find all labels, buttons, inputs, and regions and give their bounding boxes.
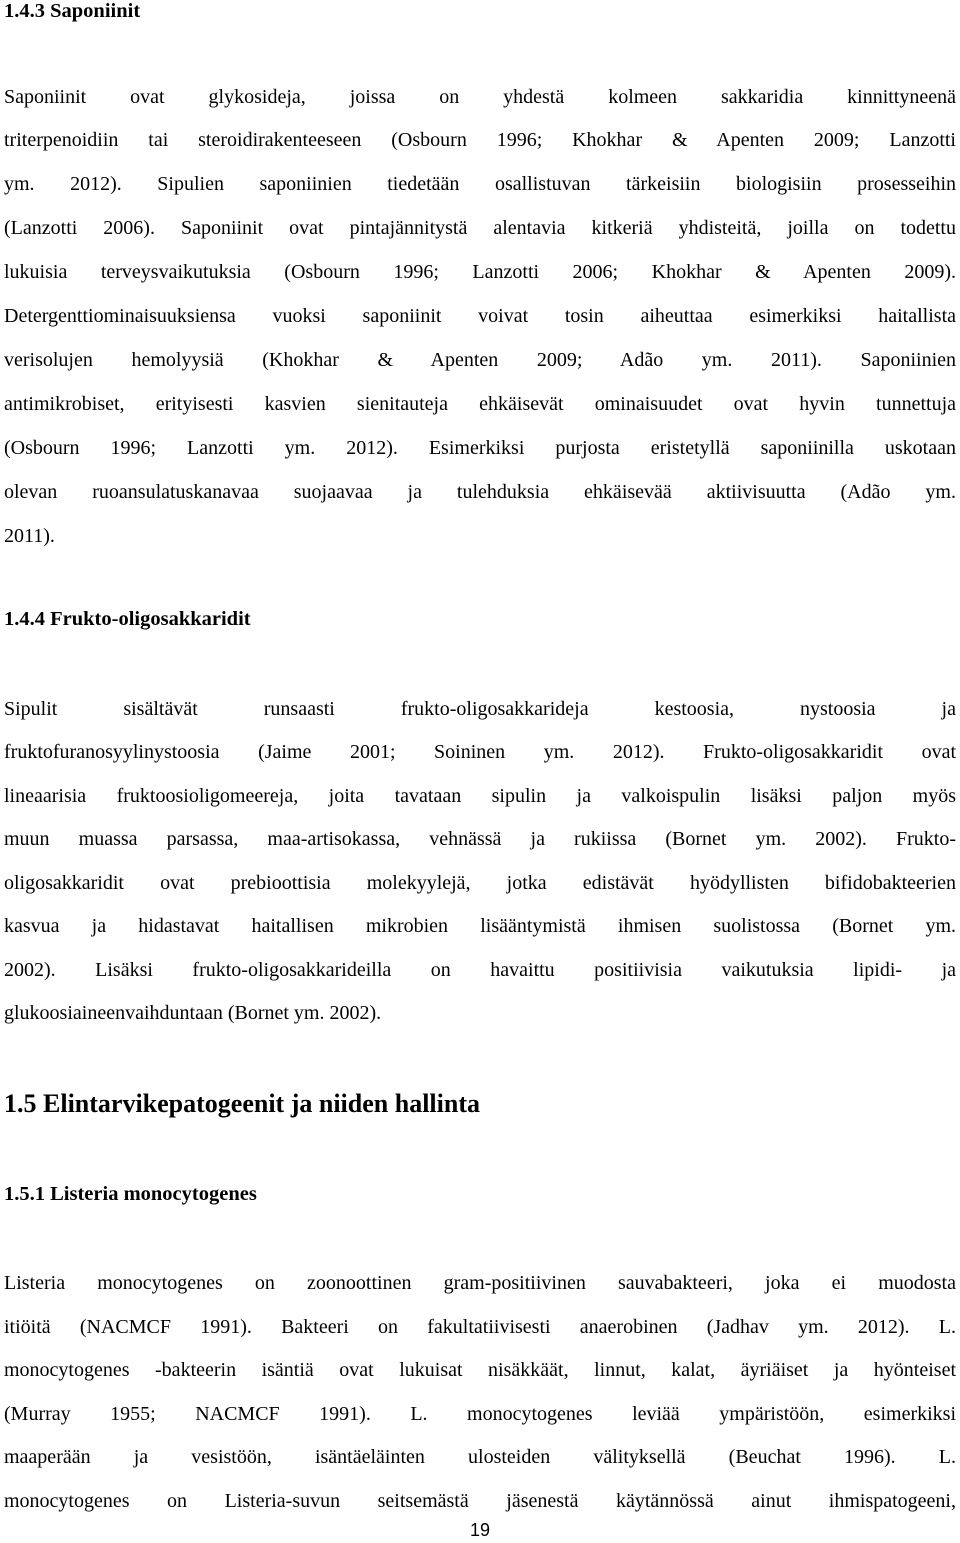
paragraph-line: kasvua ja hidastavat haitallisen mikrobien lisääntymistä ihmisen suolistossa (Bornet ym. [4, 915, 956, 937]
paragraph-line: Saponiinit ovat glykosideja, joissa on yhdestä kolmeen sakkaridia kinnittyneenä [4, 86, 956, 108]
paragraph-line: lineaarisia fruktoosioligomeereja, joita tavataan sipulin ja valkoispulin lisäksi paljon myös [4, 785, 956, 807]
paragraph-line: triterpenoidiin tai steroidirakenteeseen (Osbourn 1996; Khokhar & Apenten 2009; Lanzotti [4, 129, 956, 151]
paragraph-line: Detergenttiominaisuuksiensa vuoksi saponiinit voivat tosin aiheuttaa esimerkiksi haitallista [4, 305, 956, 327]
paragraph-line: (Murray 1955; NACMCF 1991). L. monocytogenes leviää ympäristöön, esimerkiksi [4, 1403, 956, 1425]
paragraph-line: glukoosiaineenvaihduntaan (Bornet ym. 2002). [4, 1002, 382, 1024]
paragraph-line: 2002). Lisäksi frukto-oligosakkarideilla on havaittu positiivisia vaikutuksia lipidi- ja [4, 959, 956, 981]
paragraph-line: verisolujen hemolyysiä (Khokhar & Apenten 2009; Adão ym. 2011). Saponiinien [4, 349, 956, 371]
paragraph-line: maaperään ja vesistöön, isäntäeläinten ulosteiden välityksellä (Beuchat 1996). L. [4, 1446, 956, 1468]
section-heading-listeria: 1.5.1 Listeria monocytogenes [4, 1183, 257, 1205]
paragraph-line: fruktofuranosyylinystoosia (Jaime 2001; Soininen ym. 2012). Frukto-oligosakkaridit ovat [4, 741, 956, 763]
paragraph-line: monocytogenes on Listeria-suvun seitsemästä jäsenestä käytännössä ainut ihmispatogeeni, [4, 1490, 956, 1512]
page-number: 19 [469, 1520, 491, 1540]
paragraph-line: (Lanzotti 2006). Saponiinit ovat pintajännitystä alentavia kitkeriä yhdisteitä, joilla on todettu [4, 217, 956, 239]
paragraph-line: olevan ruoansulatuskanavaa suojaavaa ja tulehduksia ehkäisevää aktiivisuutta (Adão ym. [4, 481, 956, 503]
paragraph-line: Sipulit sisältävät runsaasti frukto-oligosakkarideja kestoosia, nystoosia ja [4, 698, 956, 720]
paragraph-line: lukuisia terveysvaikutuksia (Osbourn 1996; Lanzotti 2006; Khokhar & Apenten 2009). [4, 261, 956, 283]
paragraph-line: monocytogenes -bakteerin isäntiä ovat lukuisat nisäkkäät, linnut, kalat, äyriäiset ja hyönteiset [4, 1359, 956, 1381]
section-heading-frukto-oligosakkaridit: 1.4.4 Frukto-oligosakkaridit [4, 608, 251, 630]
section-heading-saponiinit: 1.4.3 Saponiinit [4, 0, 141, 22]
paragraph-line: antimikrobiset, erityisesti kasvien sienitauteja ehkäisevät ominaisuudet ovat hyvin tunnettuja [4, 393, 956, 415]
paragraph-line: itiöitä (NACMCF 1991). Bakteeri on fakultatiivisesti anaerobinen (Jadhav ym. 2012). L. [4, 1316, 956, 1338]
chapter-heading-elintarvikepatogeenit: 1.5 Elintarvikepatogeenit ja niiden hallinta [4, 1089, 480, 1118]
paragraph-line: 2011). [4, 525, 55, 547]
paragraph-line: muun muassa parsassa, maa-artisokassa, vehnässä ja rukiissa (Bornet ym. 2002). Frukto- [4, 828, 956, 850]
paragraph-line: Listeria monocytogenes on zoonoottinen gram-positiivinen sauvabakteeri, joka ei muodosta [4, 1272, 956, 1294]
paragraph-line: (Osbourn 1996; Lanzotti ym. 2012). Esimerkiksi purjosta eristetyllä saponiinilla uskotaan [4, 437, 956, 459]
paragraph-line: ym. 2012). Sipulien saponiinien tiedetään osallistuvan tärkeisiin biologisiin prosesseihin [4, 173, 956, 195]
paragraph-line: oligosakkaridit ovat prebioottisia molekyylejä, jotka edistävät hyödyllisten bifidobakteerien [4, 872, 956, 894]
